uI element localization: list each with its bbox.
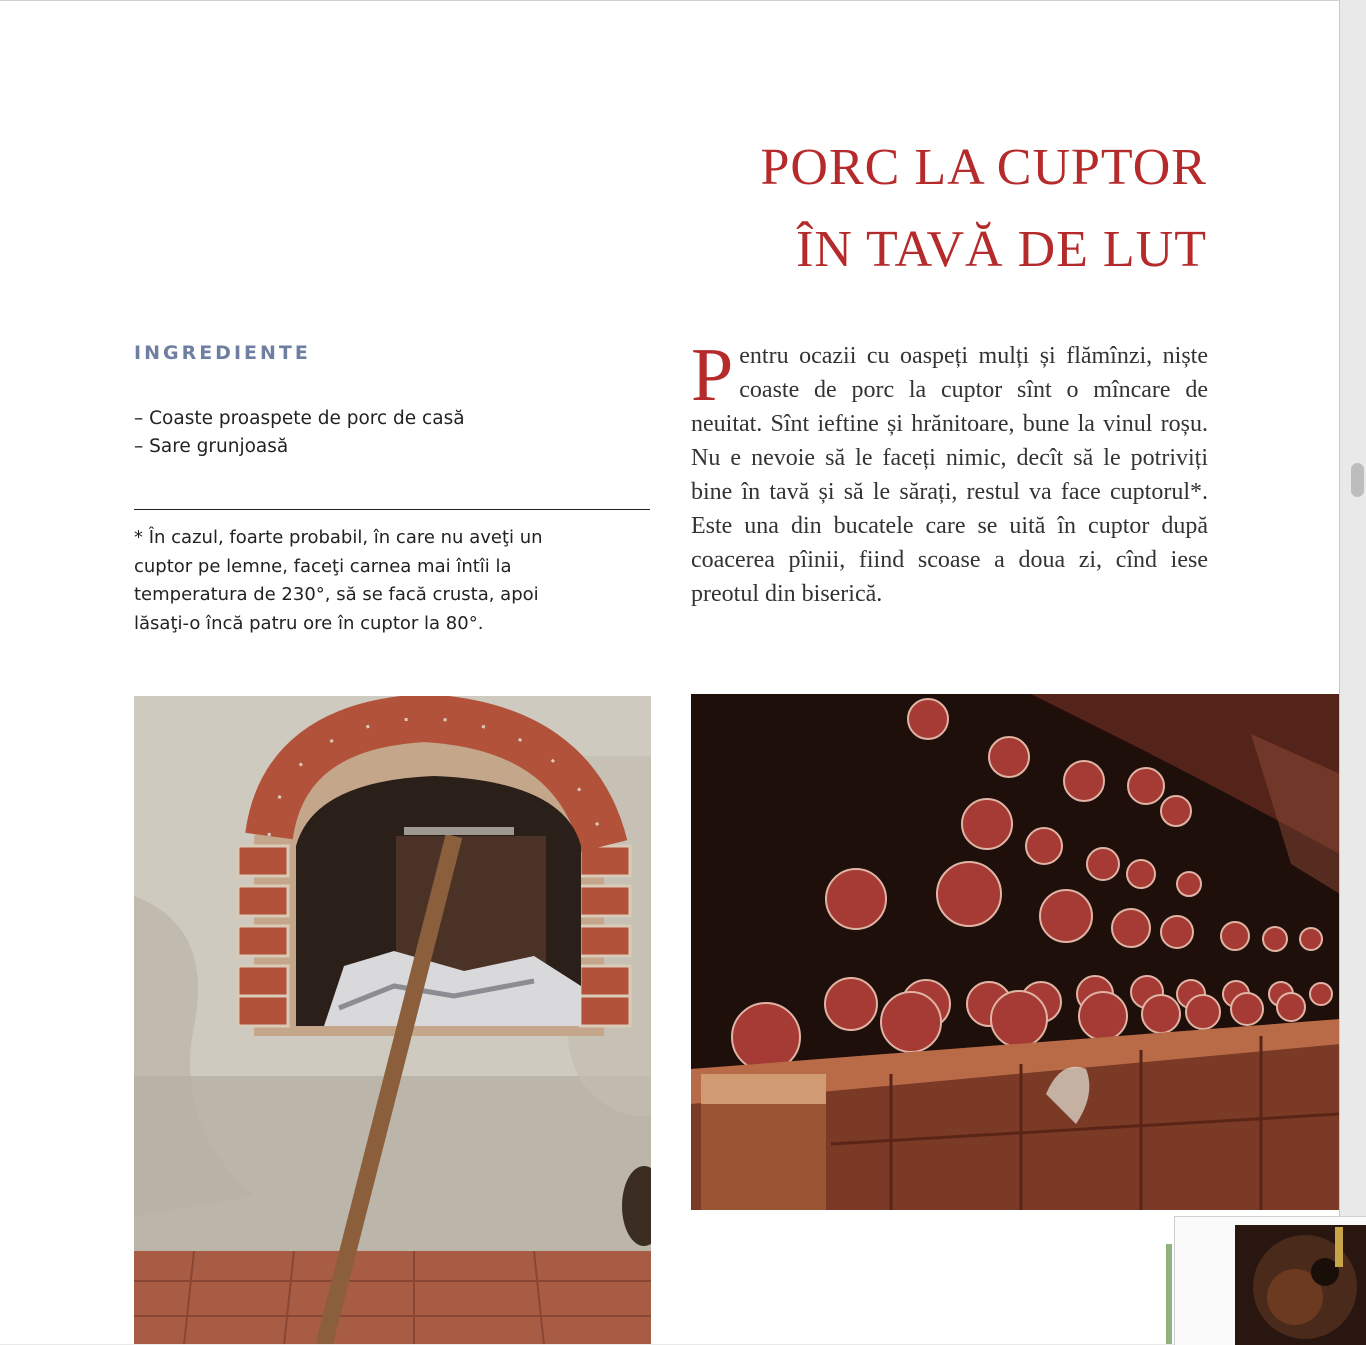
ingredient-item: – Sare grunjoasă	[134, 436, 289, 457]
adjacent-page-edge	[1166, 1244, 1172, 1344]
next-page-thumbnail[interactable]	[1174, 1216, 1366, 1345]
ingredients-heading: INGREDIENTE	[134, 342, 311, 364]
oven-photo	[134, 696, 651, 1344]
footnote: * În cazul, foarte probabil, în care nu aveţi un cuptor pe lemne, faceţi carnea mai întîi la temperatura de 230°, să se facă crusta, apoi lăsaţi-o încă patru ore în cuptor la 80°.	[134, 527, 543, 634]
ingredients-list	[134, 405, 465, 461]
recipe-title-line-2: ÎN TAVĂ DE LUT	[796, 221, 1207, 278]
section-divider	[134, 509, 650, 510]
ingredient-item: – Coaste proaspete de porc de casă	[134, 408, 465, 429]
scrollbar-thumb[interactable]	[1351, 463, 1364, 497]
intro-paragraph	[691, 333, 1208, 611]
intro-text: entru ocazii cu oaspeți mulți și flămînzi, niște coaste de porc la cuptor sînt o mîncare de neuitat. Sînt ieftine și hrănitoare, bune la vinul roșu. Nu e nevoie să le faceți nimic, decît să le potriviți bine în tavă și să le sărați, restul va face cuptorul*. Este una din bucatele care se uită în cuptor după coacerea pîinii, fiind scoase a doua zi, cînd iese preotul din biserică.	[691, 343, 1208, 607]
wine-cellar-photo	[691, 694, 1340, 1210]
recipe-title	[760, 127, 1207, 291]
recipe-title-line-1: PORC LA CUPTOR	[760, 139, 1207, 196]
drop-cap: P	[691, 333, 734, 417]
